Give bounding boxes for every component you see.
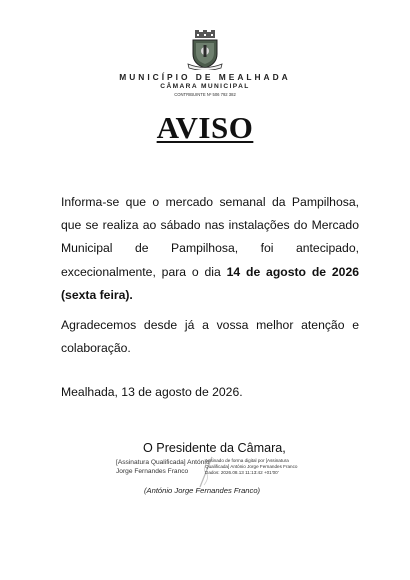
chamber-name: CÂMARA MUNICIPAL — [160, 83, 250, 90]
notice-date-highlight: 14 de agosto de 2026 (sexta feira). — [61, 264, 359, 302]
notice-paragraph-1 — [61, 191, 359, 307]
place-and-date: Mealhada, 13 de agosto de 2026. — [61, 385, 243, 399]
notice-paragraph-2: Agradecemos desde já a vossa melhor atenção e colaboração. — [61, 318, 359, 356]
notice-paragraph-1-text: Informa-se que o mercado semanal da Pampilhosa, que se realiza ao sábado nas instalações do Mercado Municipal de Pampilhosa, foi antecipado, excecionalmente, para o dia — [61, 195, 359, 279]
municipality-name: MUNICÍPIO DE MEALHADA — [119, 72, 291, 82]
digital-signature-details: Assinado de forma digital por [Assinatura Qualificada] António Jorge Fernandes Franco Dados: 2026.08.13 11:13:42 +01'00' — [205, 458, 298, 475]
taxpayer-number: CONTRIBUINTE Nº 506 792 382 — [174, 92, 236, 97]
signatory-name: (António Jorge Fernandes Franco) — [144, 486, 261, 495]
municipal-coat-of-arms-icon — [186, 30, 224, 70]
signatory-title: O Presidente da Câmara, — [143, 441, 286, 455]
digital-signature-name-block: [Assinatura Qualificada] António Jorge Fernandes Franco — [116, 459, 210, 475]
notice-body — [61, 191, 359, 360]
notice-title — [0, 110, 410, 146]
notice-title-text: AVISO — [156, 110, 254, 145]
